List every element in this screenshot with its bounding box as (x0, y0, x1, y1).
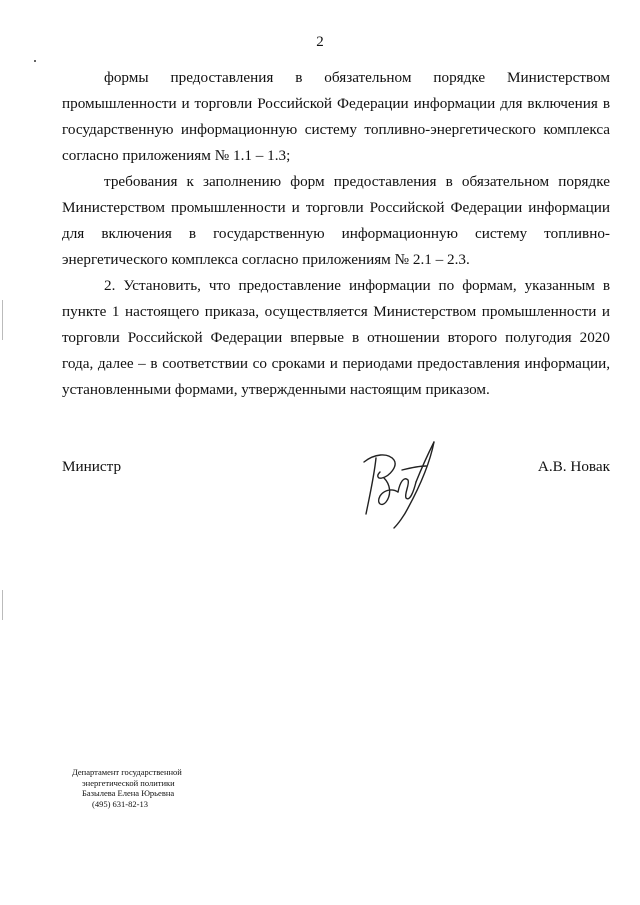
handwritten-signature (354, 432, 444, 532)
scan-edge-mark (2, 590, 3, 620)
page-number: 2 (316, 34, 324, 50)
document-body (62, 65, 610, 403)
signatory-title: Министр (62, 458, 122, 475)
scan-speck (34, 60, 36, 62)
executor-contact (72, 767, 182, 809)
paragraph-item-2: 2. Установить, что предоставление информации по формам, указанным в пункте 1 настоящего приказа, осуществляется Министерством промышленности и торговли Российской Федерации впервые в отношении второго полугодия 2020 года, далее – в соответствии со сроками и периодами предоставления информации, установленными формами, утвержденными настоящим приказом. (62, 277, 610, 398)
contact-phone: (495) 631-82-13 (92, 798, 148, 809)
contact-department-cont: энергетической политики (82, 777, 175, 788)
scan-edge-mark (2, 300, 3, 340)
contact-person: Базылева Елена Юрьевна (82, 788, 175, 798)
signatory-name: А.В. Новак (537, 458, 610, 475)
paragraph-forms: формы предоставления в обязательном порядке Министерством промышленности и торговли Российской Федерации информации для включения в государственную информационную систему топливно-энергетического комплекса согласно приложениям № 1.1 – 1.3; (62, 69, 610, 164)
paragraph-requirements: требования к заполнению форм предоставления в обязательном порядке Министерством промышленности и торговли Российской Федерации информации для включения в государственную информационную систему топливно-энергетического комплекса согласно приложениям № 2.1 – 2.3. (62, 173, 610, 268)
contact-department: Департамент государственной (72, 767, 182, 777)
signature-block (62, 450, 610, 530)
